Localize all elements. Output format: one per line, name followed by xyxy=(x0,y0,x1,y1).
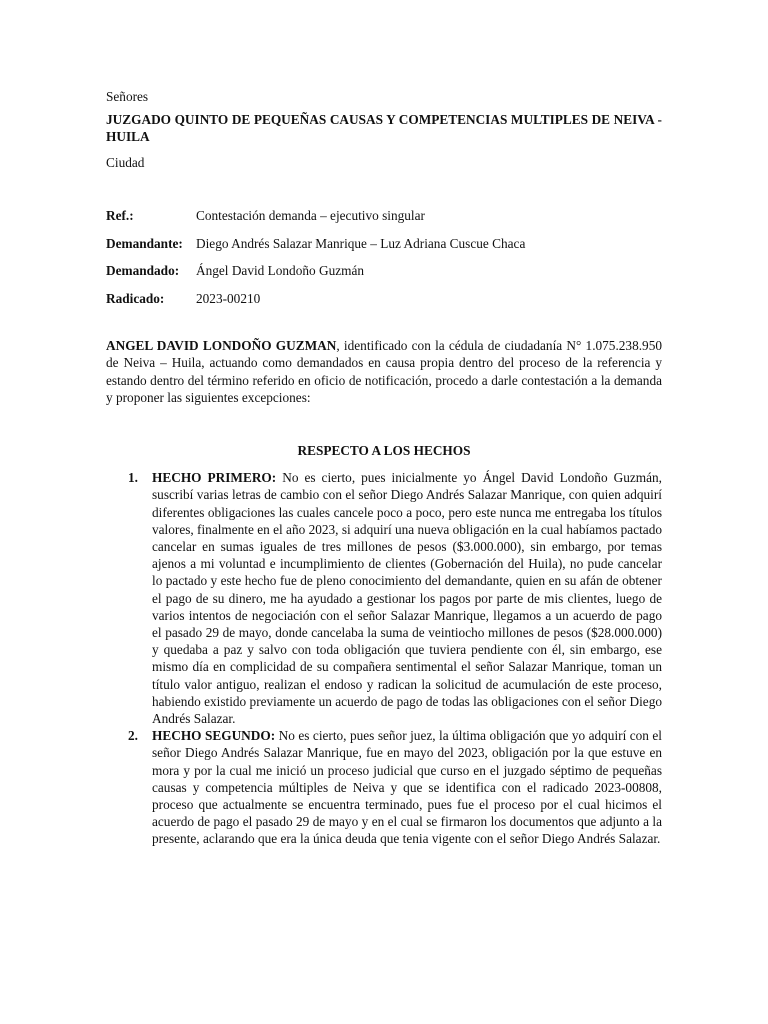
fact-item-first xyxy=(106,469,662,727)
section-title: RESPECTO A LOS HECHOS xyxy=(297,442,471,458)
case-number-label: Radicado: xyxy=(106,290,165,306)
reference-block xyxy=(106,207,662,307)
case-number-row xyxy=(106,290,662,307)
salutation: Señores xyxy=(106,89,149,104)
reference-label: Ref.: xyxy=(106,207,134,223)
intro-text: , identificado con la cédula de ciudadanía N° 1.075.238.950 de Neiva – Huila, actuando como demandados en causa propia dentro del proceso de la referencia y estando dentro del término referido en oficio de notificación, procedo a darle contestación a la demanda y proponer las siguientes excepciones: xyxy=(106,338,662,405)
fact-number: 2. xyxy=(128,728,138,744)
letter-page xyxy=(106,88,662,848)
plaintiff-row xyxy=(106,235,662,252)
plaintiff-label: Demandante: xyxy=(106,235,183,251)
fact-item-second xyxy=(106,727,662,847)
plaintiff-value: Diego Andrés Salazar Manrique – Luz Adriana Cuscue Chaca xyxy=(196,235,526,251)
defendant-label: Demandado: xyxy=(106,263,180,279)
addressee: JUZGADO QUINTO DE PEQUEÑAS CAUSAS Y COMPETENCIAS MULTIPLES DE NEIVA - HUILA xyxy=(106,112,662,145)
intro-name: ANGEL DAVID LONDOÑO GUZMAN xyxy=(106,338,337,354)
reference-value: Contestación demanda – ejecutivo singular xyxy=(196,207,425,223)
fact-title: HECHO SEGUNDO: xyxy=(152,728,276,744)
defendant-value: Ángel David Londoño Guzmán xyxy=(196,263,365,279)
fact-text: No es cierto, pues inicialmente yo Ángel David Londoño Guzmán, suscribí varias letras de cambio con el señor Diego Andrés Salazar Manrique, con quien adquirí diferentes obligaciones las cuales cancele poco a poco, pero este nunca me entregaba los títulos valores, finalmente en el año 2023, si adquirí una nueva obligación en la cual habíamos pactado cancelar en sumas iguales de tres millones de pesos ($3.000.000), sin embargo, por temas ajenos a mi voluntad e incumplimiento de clientes (Gobernación del Huila), no pude cancelar lo pactado y este hecho fue de pleno conocimiento del demandante, quien en su afán de obtener el pago de su dinero, me ha ayudado a gestionar los pagos por parte de mis clientes, luego de varios intentos de negociación con el señor Salazar Manrique, llegamos a un acuerdo de pago el pasado 29 de mayo, donde cancelaba la suma de veintiocho millones de pesos ($28.000.000) y quedaba a paz y salvo con toda obligación que tuviera pendiente con él, sin embargo, ese mismo día en complicidad de su compañera sentimental el señor Salazar Manrique, toman un título valor antiguo, realizan el endoso y radican la solicitud de acumulación de este proceso, habiendo existido previamente un acuerdo de pago de todas las obligaciones con el señor Diego Andrés Salazar. xyxy=(152,470,662,726)
case-number-value: 2023-00210 xyxy=(196,290,261,306)
fact-text: No es cierto, pues señor juez, la última obligación que yo adquirí con el señor Diego Andrés Salazar Manrique, fue en mayo del 2023, obligación por la que estuve en mora y por la cual me inició un proceso judicial que curso en el juzgado séptimo de pequeñas causas y competencia múltiples de Neiva y que se identifica con el radicado 2023-00808, proceso que actualmente se encuentra terminado, pues fue el proceso por el cual hicimos el acuerdo de pago el pasado 29 de mayo y en el cual se firmaron los documentos que adjunto a la presente, aclarando que era la única deuda que tenia vigente con el señor Diego Andrés Salazar. xyxy=(152,728,663,847)
defendant-row xyxy=(106,262,662,279)
intro-paragraph xyxy=(106,337,662,406)
fact-title: HECHO PRIMERO: xyxy=(152,470,277,486)
fact-number: 1. xyxy=(128,470,138,486)
city: Ciudad xyxy=(106,154,145,170)
facts-list xyxy=(106,469,662,847)
reference-row xyxy=(106,207,662,224)
